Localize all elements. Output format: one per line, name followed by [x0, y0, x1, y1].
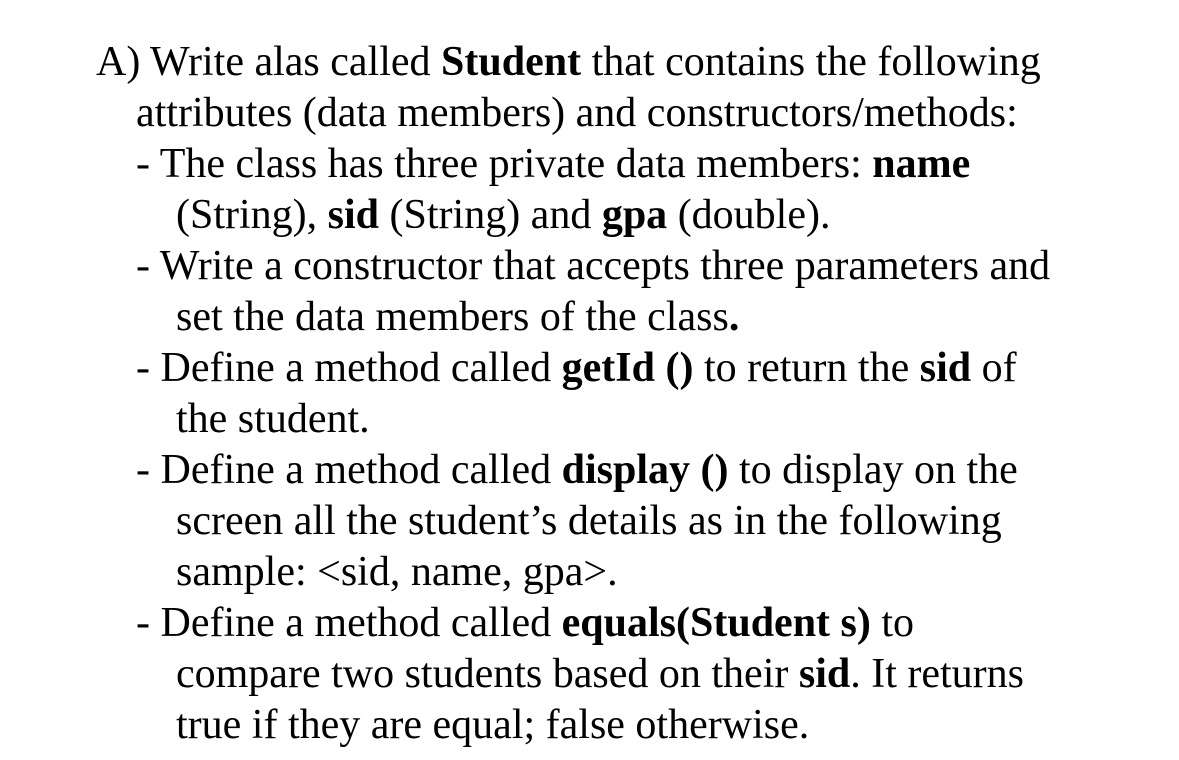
method-display: display (): [561, 447, 729, 493]
item-display-line-2: screen all the student’s details as in the following: [176, 498, 1002, 544]
question-intro-line-2: attributes (data members) and constructors/methods:: [136, 90, 1018, 136]
item3-text: - Define a method called: [136, 345, 562, 391]
item3-text-return: to return the: [693, 345, 920, 391]
item-equals-line-1: [136, 598, 914, 649]
item2-period: .: [728, 294, 740, 340]
item5-text-to: to: [870, 600, 915, 646]
item-equals-line-3: true if they are equal; false otherwise.: [176, 702, 810, 748]
item3-text-of: of: [971, 345, 1017, 391]
item2-text: set the data members of the class: [176, 294, 729, 340]
term-sid: sid: [327, 192, 380, 238]
term-sid-3: sid: [798, 651, 851, 697]
item-getid-line-2: the student.: [176, 396, 370, 442]
item-constructor-line-1: - Write a constructor that accepts three parameters and: [136, 243, 1051, 289]
class-name-student: Student: [441, 39, 582, 85]
question-intro-line-1: [96, 37, 1041, 88]
item1-text: - The class has three private data members:: [136, 141, 873, 187]
item1-text-double: (double).: [667, 192, 831, 238]
item-display-line-3: sample: <sid, name, gpa>.: [176, 549, 618, 595]
item4-text-display: to display on the: [728, 447, 1018, 493]
method-equals: equals(Student s): [561, 600, 871, 646]
term-gpa: gpa: [601, 192, 668, 238]
item5-text-compare: compare two students based on their: [176, 651, 799, 697]
term-name: name: [872, 141, 971, 187]
intro-suffix: that contains the following: [581, 39, 1041, 85]
item4-text: - Define a method called: [136, 447, 562, 493]
item-constructor-line-2: [176, 292, 739, 343]
method-getid: getId (): [561, 345, 694, 391]
term-sid-2: sid: [919, 345, 972, 391]
intro-prefix: A) Write alas called: [96, 39, 442, 85]
item1-text-string: (String),: [176, 192, 328, 238]
item-display-line-1: [136, 445, 1018, 496]
item-equals-line-2: [176, 649, 1024, 700]
item1-text-and: (String) and: [379, 192, 602, 238]
item-getid-line-1: [136, 343, 1017, 394]
item5-text: - Define a method called: [136, 600, 562, 646]
item-data-members-line-1: [136, 139, 970, 190]
item-data-members-line-2: [176, 190, 830, 241]
item5-text-returns: . It returns: [850, 651, 1025, 697]
